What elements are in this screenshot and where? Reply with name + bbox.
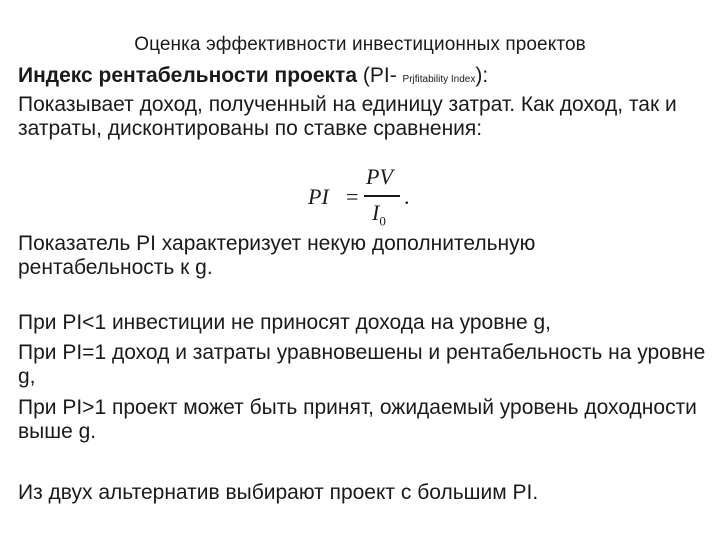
section-heading	[18, 64, 488, 88]
slide-title: Оценка эффективности инвестиционных проектов	[134, 34, 586, 55]
formula-period: .	[404, 184, 410, 209]
paragraph-pi-meaning: Показатель PI характеризует некую дополнительную рентабельность к g.	[18, 232, 536, 279]
paragraph-pi-greater-1: При PI>1 проект может быть принят, ожидаемый уровень доходности выше g.	[18, 396, 697, 443]
denominator-symbol: I	[372, 200, 380, 225]
heading-bold-text: Индекс рентабельности проекта	[18, 64, 358, 87]
paragraph-choice-rule: Из двух альтернатив выбирают проект с большим PI.	[18, 481, 539, 504]
paragraph-pi-less-1: При PI<1 инвестиции не приносят дохода на уровне g,	[18, 311, 552, 334]
formula-equals: =	[346, 184, 359, 209]
fraction-bar	[364, 195, 400, 197]
formula-lhs: PI	[308, 184, 329, 209]
pi-formula	[300, 164, 440, 228]
paragraph-definition: Показывает доход, полученный на единицу затрат. Как доход, так и затраты, дисконтированы по ставке сравнения:	[18, 93, 677, 140]
paragraph-pi-equal-1: При PI=1 доход и затраты уравновешены и рентабельность на уровне g,	[18, 341, 706, 388]
heading-open-text: (PI-	[357, 64, 403, 87]
heading-close-text: ):	[475, 64, 489, 87]
formula-denominator	[372, 200, 386, 229]
heading-small-text: Prjfitability Index	[402, 74, 476, 85]
formula-numerator: PV	[366, 164, 393, 189]
denominator-subscript: 0	[379, 213, 386, 229]
